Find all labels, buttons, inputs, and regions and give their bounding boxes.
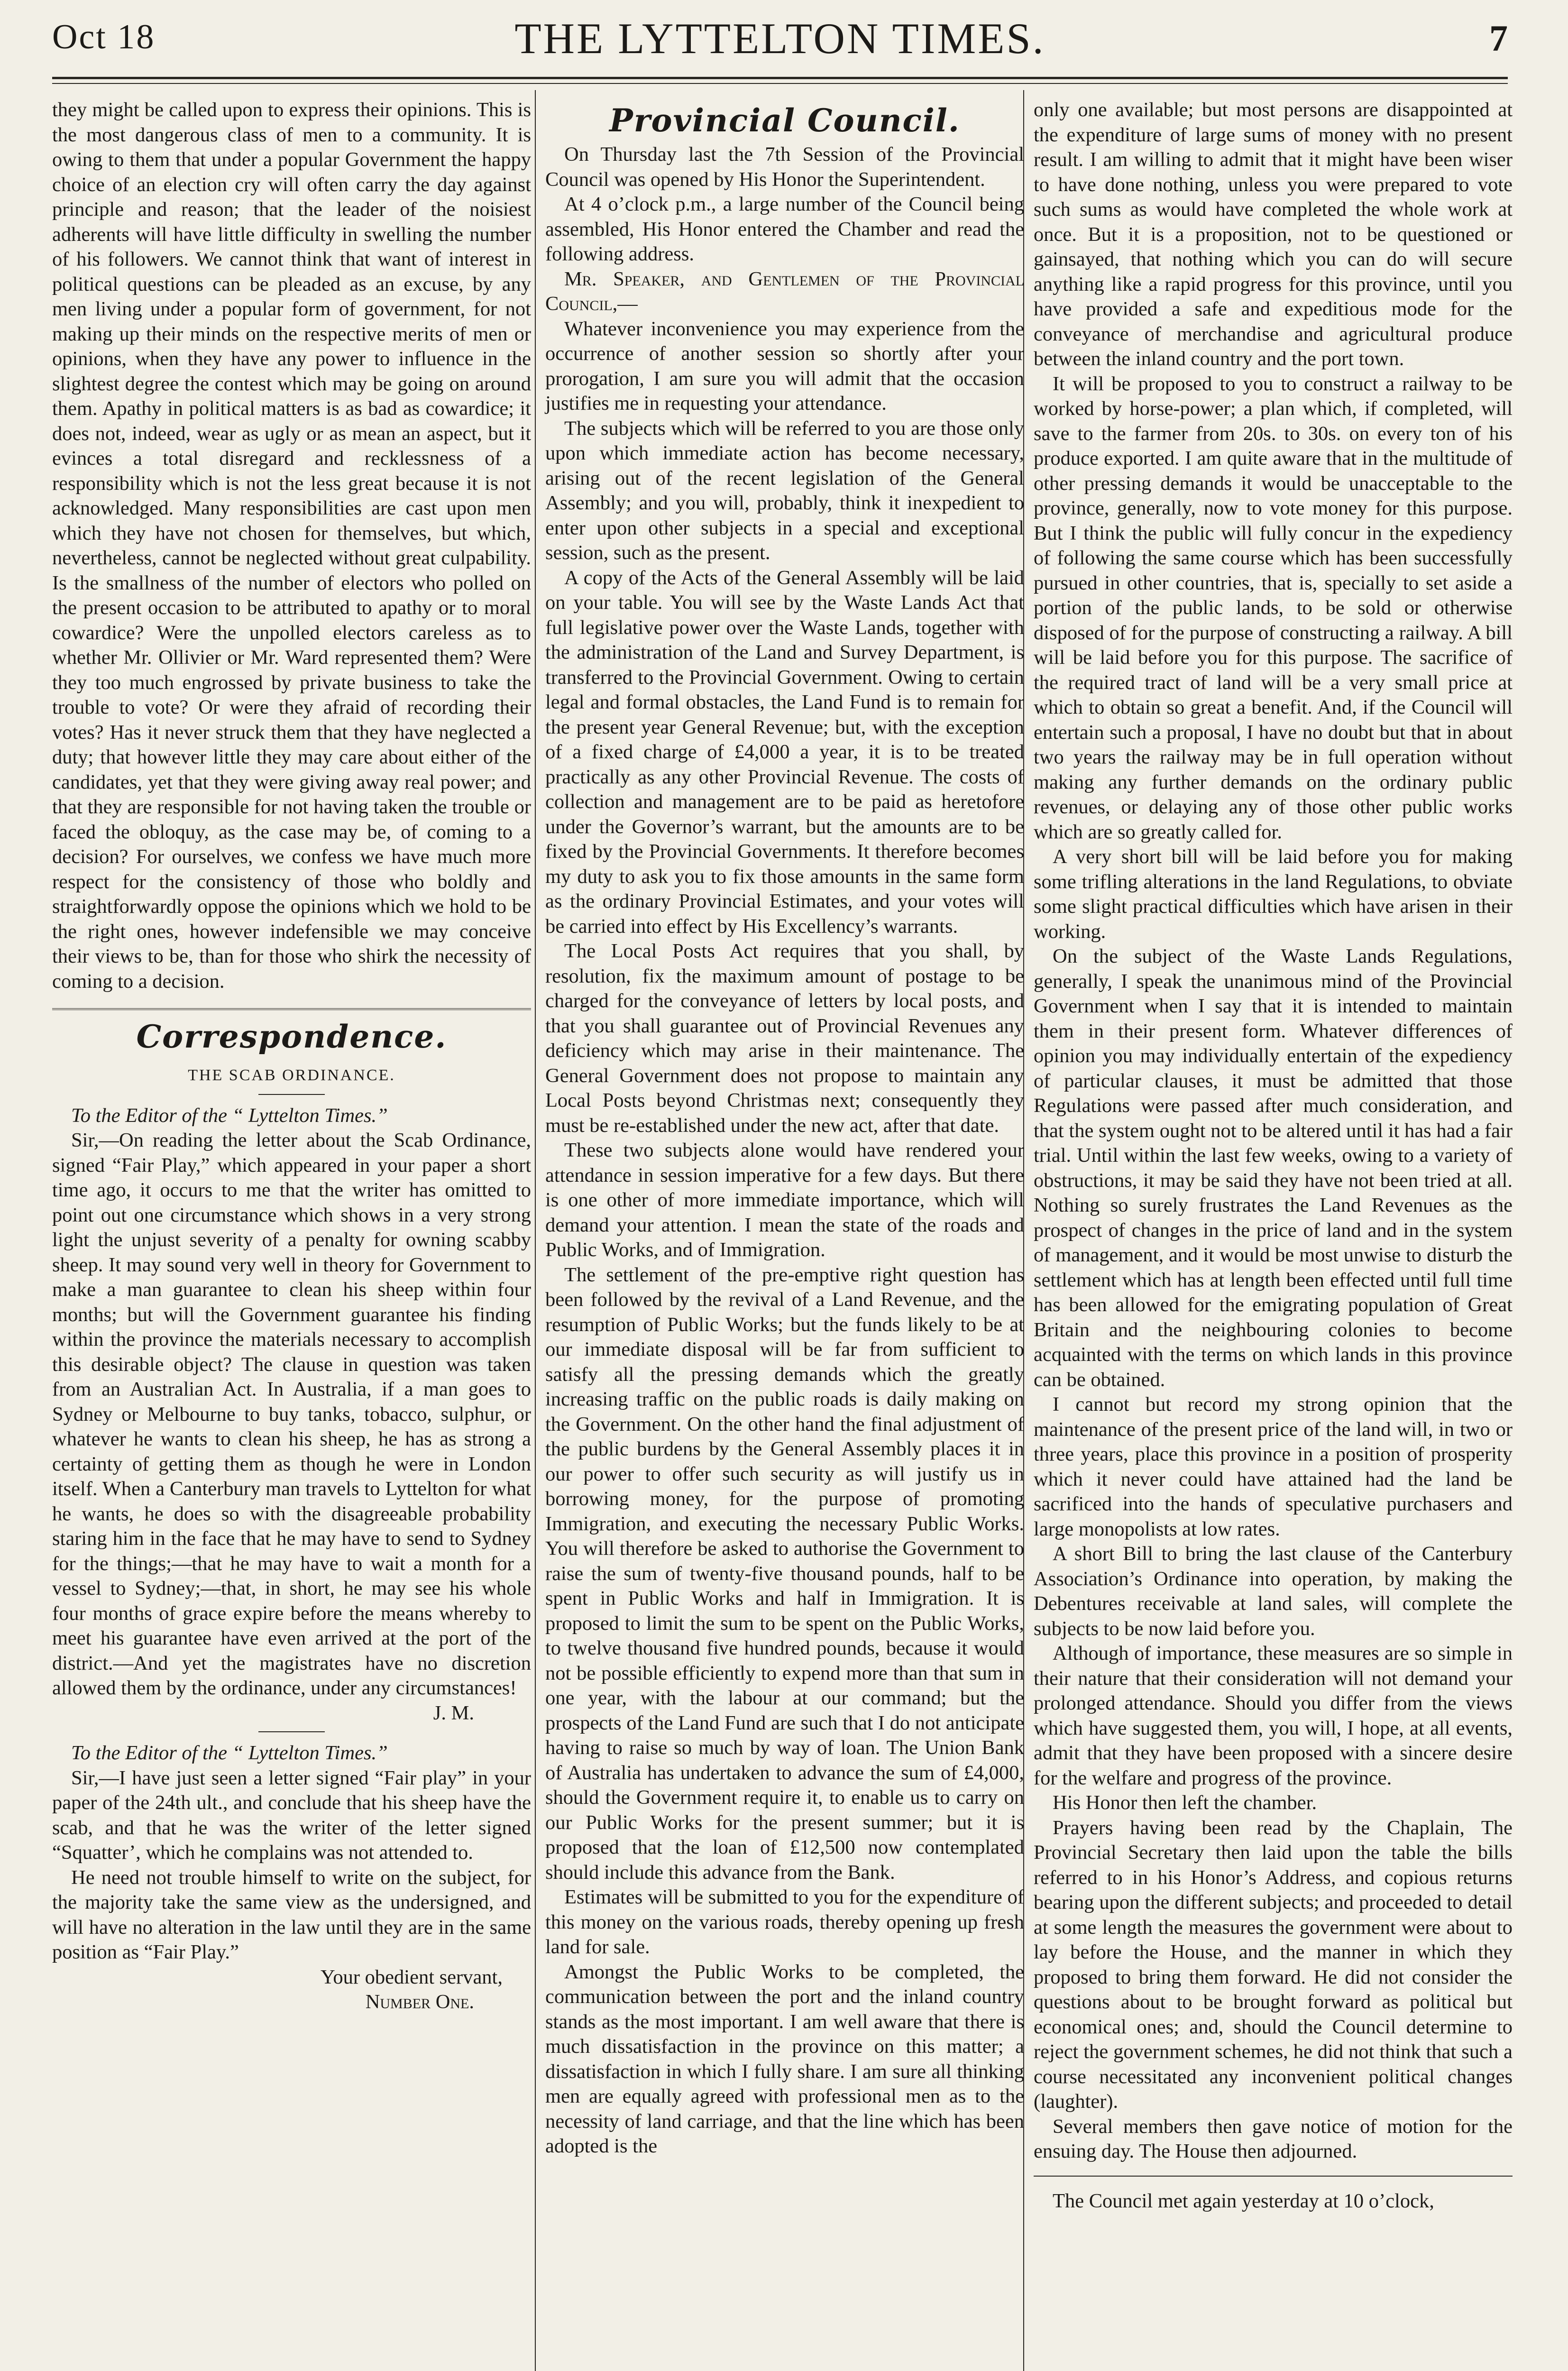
speech-paragraph: Whatever inconvenience you may experience from the occurrence of another session so shortly after your prorogation, I am sure you will admit that the occasion justifies me in requesting your attendance. <box>545 317 1024 414</box>
report-paragraph: His Honor then left the chamber. <box>1053 1792 1317 1814</box>
speech-paragraph: A very short bill will be laid before you for making some trifling alterations in the land Regulations, to obviate some slight practical difficulties which have arisen in their working. <box>1034 845 1513 943</box>
column-3 <box>1034 98 1513 2214</box>
speech-paragraph: It will be proposed to you to construct a railway to be worked by horse-power; a plan which, if completed, will save to the farmer from 20s. to 30s. on every ton of his produce exported. I am quite aware that in the multitude of other pressing demands it would be unacceptable to the province, generally, now to vote money for this purpose. But I think the public will fully concur in the expediency of following the same course which has been successfully pursued in other countries, that is, specially to set aside a portion of the public lands, to be sold or otherwise disposed of for the purpose of constructing a railway. A bill will be laid before you for this purpose. The sacrifice of the required tract of land will be a very small price at which to obtain so great a benefit. And, if the Council will entertain such a proposal, I have no doubt but that in about two years the railway may be in full operation without making any further demands on the ordinary public revenues, or delaying any of those other public works which are so greatly called for. <box>1034 372 1513 843</box>
speech-paragraph: The settlement of the pre-emptive right question has been followed by the revival of a Land Revenue, and the resumption of Public Works; but the funds likely to be at our immediate disposal will be far from sufficient to satisfy all the pressing demands which the greatly increasing traffic on the public roads is daily making on the Government. On the other hand the final adjustment of the public burdens by the General Assembly places it in our power to offer such security as will justify us in borrowing money, for the purpose of promoting Immigration, and executing the necessary Public Works. You will therefore be asked to authorise the Government to raise the sum of twenty-five thousand pounds, half to be spent in Public Works and half in Immigration. It is proposed to limit the sum to be spent on the Public Works, to twelve thousand five hundred pounds, because it would not be possible efficiently to expend more than that sum in one year, with the labour at our command; but the prospects of the Land Fund are such that I do not anticipate having to raise so much by way of loan. The Union Bank of Australia has undertaken to advance the sum of £4,000, should the Government require it, to enable us to carry on our Public Works for the present summer; but it is proposed that the loan of £12,500 now contemplated should include this advance from the Bank. <box>545 1263 1024 1884</box>
letter-addressee: To the Editor of the “ Lyttelton Times.” <box>71 1742 388 1764</box>
letter-subject: THE SCAB ORDINANCE. <box>188 1066 395 1084</box>
speech-paragraph: A short Bill to bring the last clause of the Canterbury Association’s Ordinance into operation, by making the Debentures receivable at land sales, will complete the subjects to be now laid before you. <box>1034 1543 1513 1640</box>
editorial-text: they might be called upon to express their opinions. This is the most dangerous class of men to a community. It is owing to them that under a popular Government the happy choice of an election cry will often carry the day against principle and reason; that the leader of the noisiest adherents will have little difficulty in swelling the number of his followers. We cannot think that want of interest in political questions can be pleaded as an excuse, by any men living under a popular form of government, for not making up their minds on the respective merits of men or opinions, when they have any power to influence in the slightest degree the contest which may be going on around them. Apathy in political matters is as bad as cowardice; it does not, indeed, wear as ugly or as mean an aspect, but it evinces a total disregard and recklessness of a responsibility which is not the less great because it is not acknowledged. Many responsibilities are cast upon men which they have not chosen for themselves, but which, nevertheless, cannot be neglected without great culpability. Is the smallness of the number of electors who polled on the present occasion to be attributed to apathy or to moral cowardice? Were the unpolled electors careless as to whether Mr. Ollivier or Mr. Ward represented them? Were they too much engrossed by private business to take the trouble to vote? Or were they afraid of recording their votes? Has it never struck them that they have neglected a duty; that however little they may care about either of the candidates, yet that they were giving away real power; and that they are responsible for not having taken the trouble or faced the obloquy, as the case may be, of coming to a decision? For ourselves, we confess we have much more respect for the consistency of those who boldly and straightforwardly oppose the opinions which we hold to be the right ones, however indefensible we may conceive their views to be, than for those who shirk the necessity of coming to a decision. <box>52 99 531 993</box>
speech-paragraph: only one available; but most persons are disappointed at the expenditure of large sums of money with no present result. I am willing to admit that it might have been wiser to have done nothing, unless you were prepared to vote such sums as would have completed the whole work at once. But it is a proposition, not to be questioned or gainsayed, that nothing which you can do will secure anything like a rapid progress for this province, until you have provided a safe and expeditious mode for the conveyance of merchandise and agricultural produce between the inland country and the port town. <box>1034 99 1513 370</box>
report-final-line: The Council met again yesterday at 10 o’clock, <box>1053 2189 1434 2212</box>
issue-date: Oct 18 <box>52 18 156 56</box>
speech-paragraph: These two subjects alone would have rendered your attendance in session imperative for a few days. But there is one other of more immediate importance, which will demand your attention. I mean the state of the roads and Public Works, and of Immigration. <box>545 1139 1024 1261</box>
speech-paragraph: The Local Posts Act requires that you shall, by resolution, fix the maximum amount of postage to be charged for the conveyance of letters by local posts, and that you shall guarantee out of Provincial Revenues any deficiency which may arise in their maintenance. The General Government does not propose to maintain any Local Posts beyond Christmas next; consequently they must be re-established under the new act, after that date. <box>545 940 1024 1137</box>
short-rule <box>258 1731 325 1732</box>
column-divider <box>535 90 536 2371</box>
speech-paragraph: A copy of the Acts of the General Assembly will be laid on your table. You will see by the Waste Lands Act that full legislative power over the Waste Lands, together with the administration of the Land and Survey Department, is transferred to the Provincial Government. Owing to certain legal and formal obstacles, the Land Fund is to remain for the present year General Revenue; but, with the exception of a fixed charge of £4,000 a year, it is to be treated practically as any other Provincial Revenue. The costs of collection and management are to be paid as heretofore under the Governor’s warrant, but the amounts are to be fixed by the Provincial Governments. It therefore becomes my duty to ask you to fix those amounts in the same form as the ordinary Provincial Estimates, and your votes will be carried into effect by His Excellency’s warrants. <box>545 566 1024 937</box>
column-2 <box>545 98 1024 2159</box>
speech-paragraph: On the subject of the Waste Lands Regulations, generally, I speak the unanimous mind of the Provincial Government when I say that it is intended to maintain them in their present form. Whatever differences of opinion you may individually entertain of the expediency of particular clauses, it must be admitted that those Regulations were passed after much consideration, and that the system ought not to be altered until it has had a fair trial. Until within the last few weeks, owing to a variety of obstructions, it may be said they have not been tried at all. Nothing so surely frustrates the Land Revenues as the prospect of changes in the price of land and in the system of management, and it would be most unwise to disturb the settlement which has at length been effected until full time has been allowed for the emigrating population of Great Britain and the neighbouring colonies to become acquainted with the terms on which lands in this province can be obtained. <box>1034 945 1513 1391</box>
report-paragraph: On Thursday last the 7th Session of the Provincial Council was opened by His Honor the Superintendent. <box>545 143 1024 191</box>
letter-closing: Your obedient servant, <box>320 1966 503 1988</box>
page-number: 7 <box>1489 18 1508 59</box>
short-rule <box>258 1094 325 1095</box>
section-divider <box>52 1008 531 1010</box>
speech-paragraph: I cannot but record my strong opinion that the maintenance of the present price of the land will, in two or three years, place this province in a position of prosperity which it never could have attained had the land be sacrificed into the hands of speculative purchasers and large monopolists at low rates. <box>1034 1393 1513 1540</box>
correspondence-heading: Correspondence. <box>136 1018 447 1055</box>
speech-paragraph: Although of importance, these measures are so simple in their nature that their consideration will not demand your prolonged attendance. Should you differ from the views which have suggested them, you will, I hope, at all events, admit that they have been proposed with a sincere desire for the welfare and progress of the province. <box>1034 1642 1513 1789</box>
letter-signature: J. M. <box>433 1701 474 1724</box>
letter-body: Sir,—On reading the letter about the Scab Ordinance, signed “Fair Play,” which appeared in your paper a short time ago, it occurs to me that the writer has omitted to point out one circumstance which shows in a very strong light the unjust severity of a penalty for owning scabby sheep. It may sound very well in theory for Government to make a man guarantee to clean his sheep within four months; but will the Government guarantee his finding within the province the materials necessary to accomplish this desirable object? The clause in question was taken from an Australian Act. In Australia, if a man goes to Sydney or Melbourne to buy tanks, tobacco, sulphur, or whatever he wants to clean his sheep, he has as strong a certainty of getting them as though he were in London itself. When a Canterbury man travels to Lyttelton for what he wants, he does so with the disagreeable probability staring him in the face that he may have to send to Sydney for the things;—that he may have to wait a month for a vessel to Sydney;—that, in short, he may see his whole four months of grace expire before the means whereby to meet his guarantee have even arrived at the port of the district.—And yet the magistrates have no discretion allowed them by the ordinance, under any circumstances! <box>52 1129 531 1699</box>
masthead-rule-thin <box>52 83 1508 84</box>
newspaper-title: THE LYTTELTON TIMES. <box>514 14 1045 63</box>
speech-paragraph: Amongst the Public Works to be completed, the communication between the port and the inland country stands as the most important. I am well aware that there is much dissatisfaction in the province on this matter; a dissatisfaction in which I fully share. I am sure all thinking men are equally agreed with professional men as to the necessity of land carriage, and that the line which has been adopted is the <box>545 1960 1024 2157</box>
address-salutation: Mr. Speaker, and Gentlemen of the Provincial Council,— <box>545 267 1024 315</box>
speech-paragraph: The subjects which will be referred to you are those only upon which immediate action has become necessary, arising out of the recent legislation of the General Assembly; and you will, probably, think it inexpedient to enter upon other subjects in a special and exceptional session, such as the present. <box>545 417 1024 564</box>
letter-addressee: To the Editor of the “ Lyttelton Times.” <box>71 1104 388 1127</box>
provincial-council-heading: Provincial Council. <box>609 102 960 139</box>
report-paragraph: Several members then gave notice of motion for the ensuing day. The House then adjourned. <box>1034 2115 1513 2162</box>
masthead-rule <box>52 77 1508 79</box>
letter-closing-row <box>52 1965 531 1990</box>
report-paragraph: At 4 o’clock p.m., a large number of the Council being assembled, His Honor entered the Chamber and read the following address. <box>545 193 1024 265</box>
section-divider <box>1034 2176 1513 2177</box>
letter-signature: Number One. <box>365 1991 474 2013</box>
letter-body: Sir,—I have just seen a letter signed “Fair play” in your paper of the 24th ult., and conclude that his sheep have the scab, and that he was the writer of the letter signed “Squatter’, which he complains was not attended to. <box>52 1766 531 1864</box>
report-paragraph: Prayers having been read by the Chaplain, The Provincial Secretary then laid upon the table the bills referred to in his Honor’s Address, and copious returns bearing upon the different subjects; and proceeded to detail at some length the measures the government were about to lay before the House, and the manner in which they proposed to bring them forward. He did not consider the questions about to be brought forward as political but economical ones; and, should the Council determine to reject the government schemes, he did not think that such a course necessitated any inconvenient political changes (laughter). <box>1034 1816 1513 2113</box>
speech-paragraph: Estimates will be submitted to you for the expenditure of this money on the various roads, thereby opening up fresh land for sale. <box>545 1886 1024 1958</box>
letter-body: He need not trouble himself to write on the subject, for the majority take the same view as the undersigned, and will have no alteration in the law until they are in the same position as “Fair Play.” <box>52 1866 531 1963</box>
masthead <box>52 8 1508 79</box>
column-1 <box>52 98 531 2015</box>
